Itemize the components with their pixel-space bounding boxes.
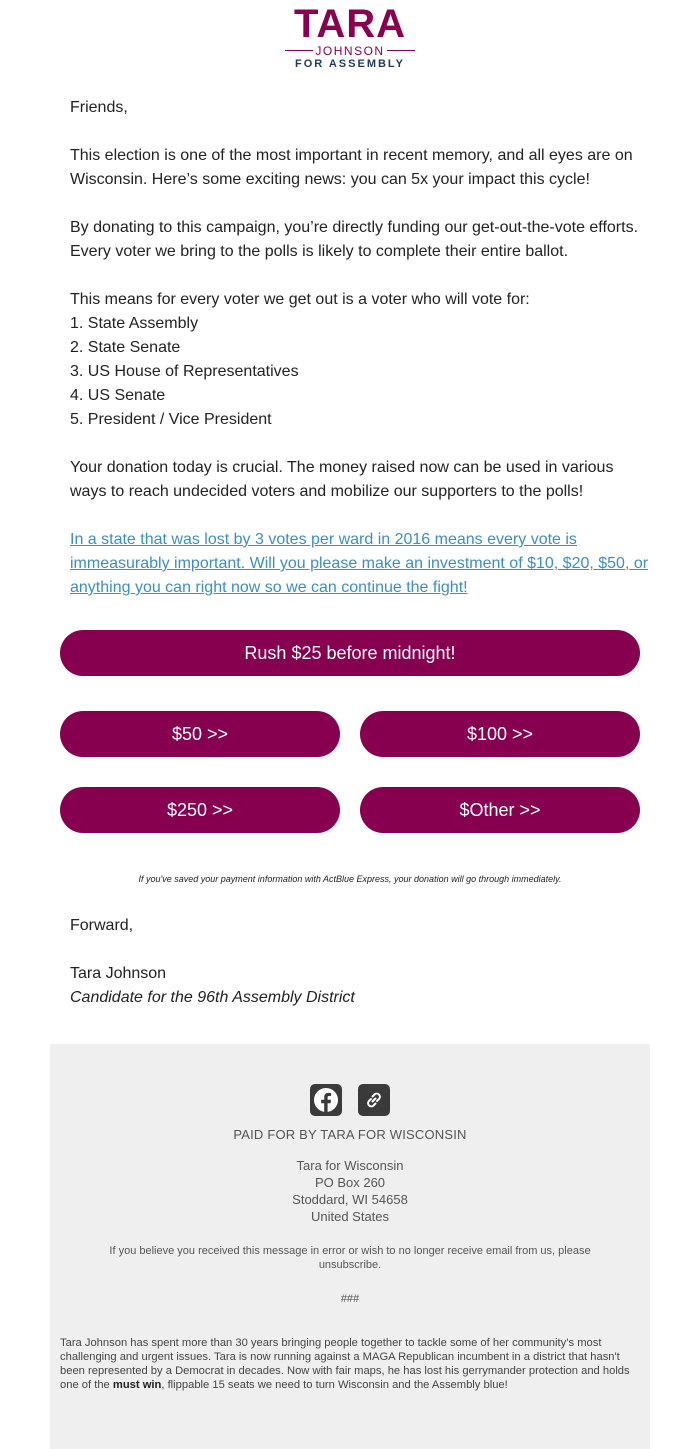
donate-50-button[interactable]: $50 >> xyxy=(60,711,340,757)
logo-surname: JOHNSON xyxy=(315,44,385,58)
list-item: 2. State Senate xyxy=(70,339,181,356)
paragraph-donation: Your donation today is crucial. The money raised now can be used in various ways to reach undecided voters and mobilize our supporters to the polls! xyxy=(70,459,614,500)
social-links xyxy=(50,1084,650,1116)
list-item: 5. President / Vice President xyxy=(70,411,272,428)
bio-text: Tara Johnson has spent more than 30 years bringing people together to tackle some of her community’s most challenging and urgent issues. Tara is now running against a MAGA Republican incumbent in a district that hasn't been represented by a Democrat in decades. Now with fair maps, he has lost his gerrymander protection and holds one of the xyxy=(60,1337,630,1391)
address-line: PO Box 260 xyxy=(314,1175,386,1190)
facebook-icon[interactable] xyxy=(310,1084,342,1116)
separator: ### xyxy=(340,1293,360,1305)
mailing-address xyxy=(50,1157,650,1225)
logo-name: TARA xyxy=(293,2,407,46)
link-icon[interactable] xyxy=(358,1084,390,1116)
logo-divider-left xyxy=(285,50,313,51)
signature-title: Candidate for the 96th Assembly District xyxy=(70,989,355,1006)
bio-emphasis: must win xyxy=(112,1379,162,1391)
donate-250-button[interactable]: $250 >> xyxy=(60,787,340,833)
list-item: 4. US Senate xyxy=(70,387,166,404)
candidate-bio xyxy=(60,1336,640,1392)
paragraph-intro: This election is one of the most important in recent memory, and all eyes are on Wisconsin. Here’s some exciting news: you can 5x your impact this cycle! xyxy=(70,147,633,188)
paragraph-gotv: By donating to this campaign, you’re directly funding our get-out-the-vote efforts. Every voter we bring to the polls is likely to complete their entire ballot. xyxy=(70,219,639,260)
closing: Forward, xyxy=(70,917,134,934)
donate-100-button[interactable]: $100 >> xyxy=(360,711,640,757)
donate-other-button[interactable]: $Other >> xyxy=(360,787,640,833)
address-line: Tara for Wisconsin xyxy=(296,1158,404,1173)
campaign-logo xyxy=(0,2,700,71)
paid-for-disclaimer: PAID FOR BY TARA FOR WISCONSIN xyxy=(233,1127,467,1142)
address-line: United States xyxy=(310,1209,390,1224)
actblue-note: If you've saved your payment information with ActBlue Express, your donation will go through immediately. xyxy=(138,874,562,884)
paragraph-ballot-intro: This means for every voter we get out is a voter who will vote for: xyxy=(70,291,530,308)
list-item: 3. US House of Representatives xyxy=(70,363,299,380)
logo-divider-right xyxy=(387,50,415,51)
logo-surname-row xyxy=(285,42,415,58)
bio-text-end: , flippable 15 seats we need to turn Wisconsin and the Assembly blue! xyxy=(161,1379,508,1391)
list-item: 1. State Assembly xyxy=(70,315,199,332)
signature-name: Tara Johnson xyxy=(70,965,167,982)
donate-25-button[interactable]: Rush $25 before midnight! xyxy=(60,630,640,676)
ballot-list xyxy=(70,312,645,432)
appeal-link[interactable]: In a state that was lost by 3 votes per ward in 2016 means every vote is immeasurably important. Will you please make an investment of $10, $20, $50, or anything you can right now so we can continue the fight! xyxy=(70,531,649,596)
address-line: Stoddard, WI 54658 xyxy=(292,1192,408,1207)
email-footer xyxy=(50,1044,650,1449)
unsubscribe-text[interactable]: If you believe you received this message in error or wish to no longer receive email from us, please unsubscribe. xyxy=(109,1245,591,1271)
greeting: Friends, xyxy=(70,99,128,116)
logo-office: FOR ASSEMBLY xyxy=(295,58,405,70)
